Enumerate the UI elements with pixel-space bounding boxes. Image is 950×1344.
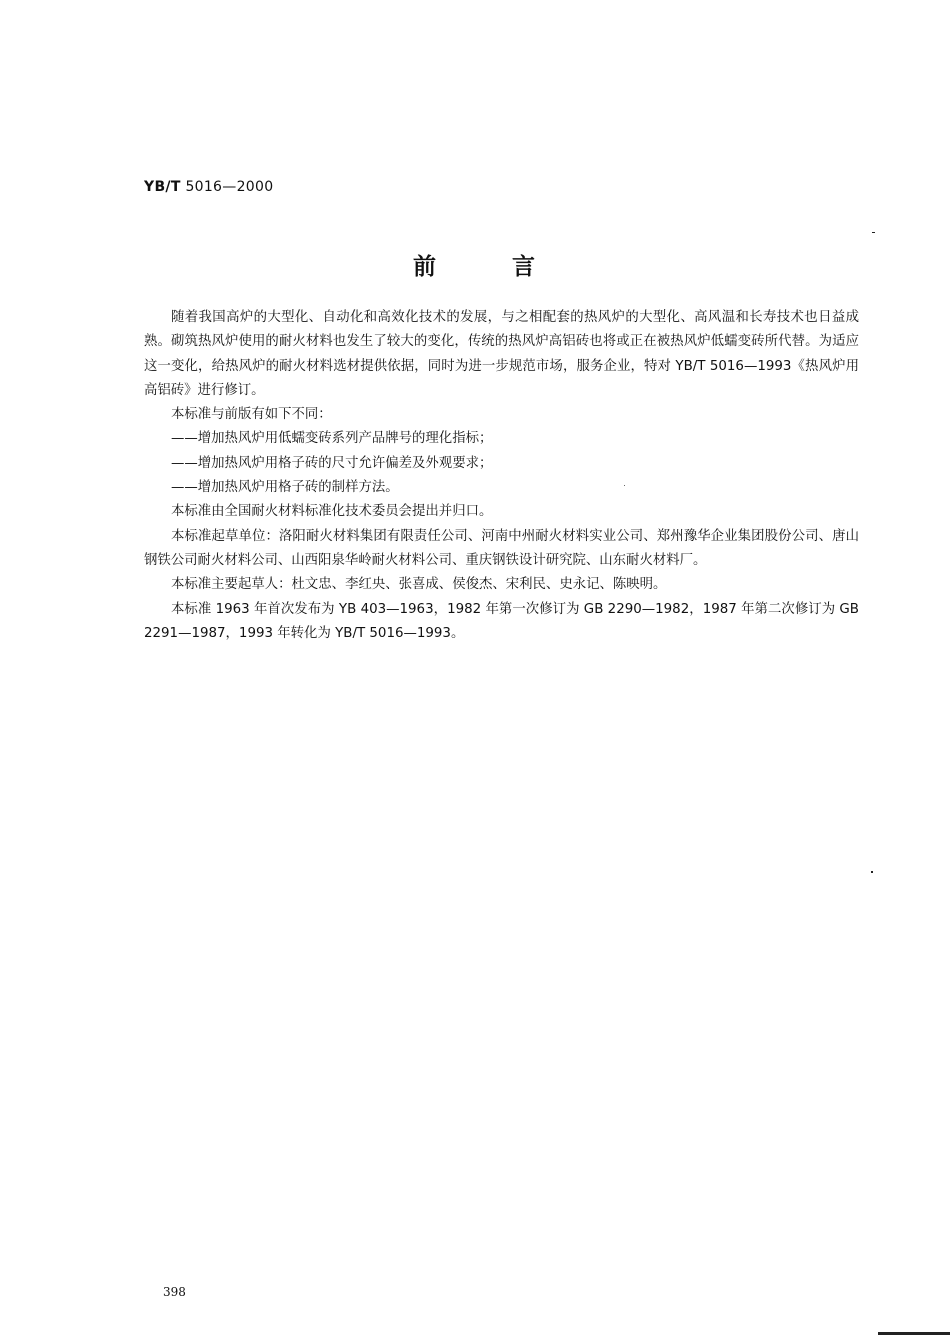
foreword-body: [144, 306, 859, 646]
list-item: ——增加热风炉用格子砖的制样方法。: [171, 480, 399, 496]
standard-number: 5016—2000: [185, 179, 274, 195]
list-item: ——增加热风炉用低蠕变砖系列产品牌号的理化指标；: [171, 431, 493, 447]
page-title: [0, 248, 950, 281]
page-number: 398: [163, 1285, 186, 1299]
list-item: ——增加热风炉用格子砖的尺寸允许偏差及外观要求；: [171, 455, 493, 471]
paragraph-drafting-units: 本标准起草单位：洛阳耐火材料集团有限责任公司、河南中州耐火材料实业公司、郑州豫华企业集团股份公司、唐山钢铁公司耐火材料公司、山西阳泉华岭耐火材料公司、重庆钢铁设计研究院、山东耐火材料厂。: [144, 528, 859, 568]
standard-code: YB/T: [144, 179, 181, 195]
scan-speck: [872, 232, 875, 233]
title-char-2: 言: [512, 254, 537, 280]
scan-speck: [624, 485, 625, 486]
paragraph-drafters: 本标准主要起草人：杜文忠、李红央、张喜成、侯俊杰、宋利民、史永记、陈映明。: [171, 577, 667, 593]
scan-edge-mark: [878, 1332, 950, 1335]
paragraph-history: 本标准 1963 年首次发布为 YB 403—1963，1982 年第一次修订为 GB 2290—1982，1987 年第二次修订为 GB 2291—1987，1993 年转化为 YB/T 5016—1993。: [144, 601, 859, 641]
scan-speck: [871, 871, 873, 873]
paragraph-differences-intro: 本标准与前版有如下不同：: [171, 407, 332, 423]
paragraph-proposer: 本标准由全国耐火材料标准化技术委员会提出并归口。: [171, 504, 493, 520]
title-char-1: 前: [413, 254, 438, 280]
paragraph-background: 随着我国高炉的大型化、自动化和高效化技术的发展，与之相配套的热风炉的大型化、高风温和长寿技术也日益成熟。砌筑热风炉使用的耐火材料也发生了较大的变化，传统的热风炉高铝砖也将或正在被热风炉低蠕变砖所代替。为适应这一变化，给热风炉的耐火材料选材提供依据，同时为进一步规范市场，服务企业，特对 YB/T 5016—1993《热风炉用高铝砖》进行修订。: [144, 310, 859, 398]
standard-code-header: [144, 179, 273, 195]
